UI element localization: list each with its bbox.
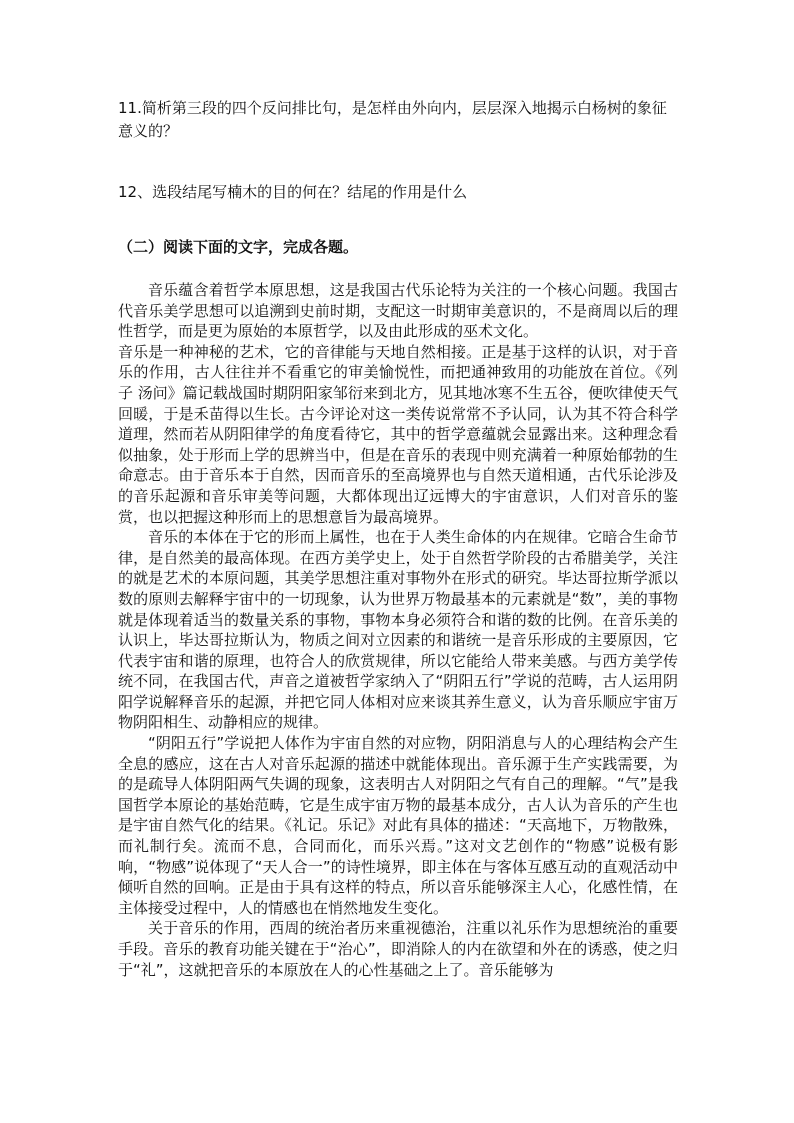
passage-paragraph-1: 音乐蕴含着哲学本原思想，这是我国古代乐论特为关注的一个核心问题。我国古代音乐美学思想可以追溯到史前时期，支配这一时期审美意识的，不是商周以后的理性哲学，而是更为原始的本原哲学，以及由此形成的巫术文化。 <box>118 281 678 341</box>
question-12: 12、选段结尾写楠木的目的何在？结尾的作用是什么 <box>118 183 468 201</box>
section-heading: （二）阅读下面的文字，完成各题。 <box>118 238 359 256</box>
passage-paragraph-5: 关于音乐的作用，西周的统治者历来重视德治，注重以礼乐作为思想统治的重要手段。音乐的教育功能关键在于“治心”，即消除人的内在欲望和外在的诱惑，使之归于“礼”，这就把音乐的本原放在人的心性基础之上了。音乐能够为 <box>118 919 678 979</box>
question-11: 11.简析第三段的四个反问排比句，是怎样由外向内，层层深入地揭示白杨树的象征意义的？ <box>118 99 667 140</box>
passage-paragraph-3: 音乐的本体在于它的形而上属性，也在于人类生命体的内在规律。它暗合生命节律，是自然美的最高体现。在西方美学史上，处于自然哲学阶段的古希腊美学，关注的就是艺术的本原问题，其美学思想注重对事物外在形式的研究。毕达哥拉斯学派以数的原则去解释宇宙中的一切现象，认为世界万物最基本的元素就是“数”，美的事物就是体现着适当的数量关系的事物，事物本身必须符合和谐的数的比例。在音乐美的认识上，毕达哥拉斯认为，物质之间对立因素的和谐统一是音乐形成的主要原因，它代表宇宙和谐的原理，也符合人的欣赏规律，所以它能给人带来美感。与西方美学传统不同，在我国古代，声音之道被哲学家纳入了“阴阳五行”学说的范畴，古人运用阴阳学说解释音乐的起源，并把它同人体相对应来谈其养生意义，认为音乐顺应宇宙万物阴阳相生、动静相应的规律。 <box>118 528 678 732</box>
passage-paragraph-2: 音乐是一种神秘的艺术，它的音律能与天地自然相接。正是基于这样的认识，对于音乐的作用，古人往往并不看重它的审美愉悦性，而把通神致用的功能放在首位。《列子 汤问》篇记载战国时期阴阳家邹衍来到北方，见其地冰寒不生五谷，便吹律使天气回暖，于是禾苗得以生长。古今评论对这一类传说常常不予认同，认为其不符合科学道理，然而若从阴阳律学的角度看待它，其中的哲学意蕴就会显露出来。这种理念看似抽象，处于形而上学的思辨当中，但是在音乐的表现中则充满着一种原始郁勃的生命意志。由于音乐本于自然，因而音乐的至高境界也与自然天道相通，古代乐论涉及的音乐起源和音乐审美等问题，大都体现出辽远博大的宇宙意识，人们对音乐的鉴赏，也以把握这种形而上的思想意旨为最高境界。 <box>118 342 678 526</box>
passage-paragraph-4: “阴阳五行”学说把人体作为宇宙自然的对应物，阴阳消息与人的心理结构会产生全息的感应，这在古人对音乐起源的描述中就能体现出。音乐源于生产实践需要，为的是疏导人体阴阳两气失调的现象，这表明古人对阴阳之气有自己的理解。“气”是我国哲学本原论的基始范畴，它是生成宇宙万物的最基本成分，古人认为音乐的产生也是宇宙自然气化的结果。《礼记。乐记》对此有具体的描述：“天高地下，万物散殊，而礼制行矣。流而不息，合同而化，而乐兴焉。”这对文艺创作的“物感”说极有影响，“物感”说体现了“天人合一”的诗性境界，即主体在与客体互感互动的直观活动中倾听自然的回响。正是由于具有这样的特点，所以音乐能够深主人心，化感性情，在主体接受过程中，人的情感也在悄然地发生变化。 <box>118 734 678 917</box>
reading-passage <box>118 280 678 980</box>
